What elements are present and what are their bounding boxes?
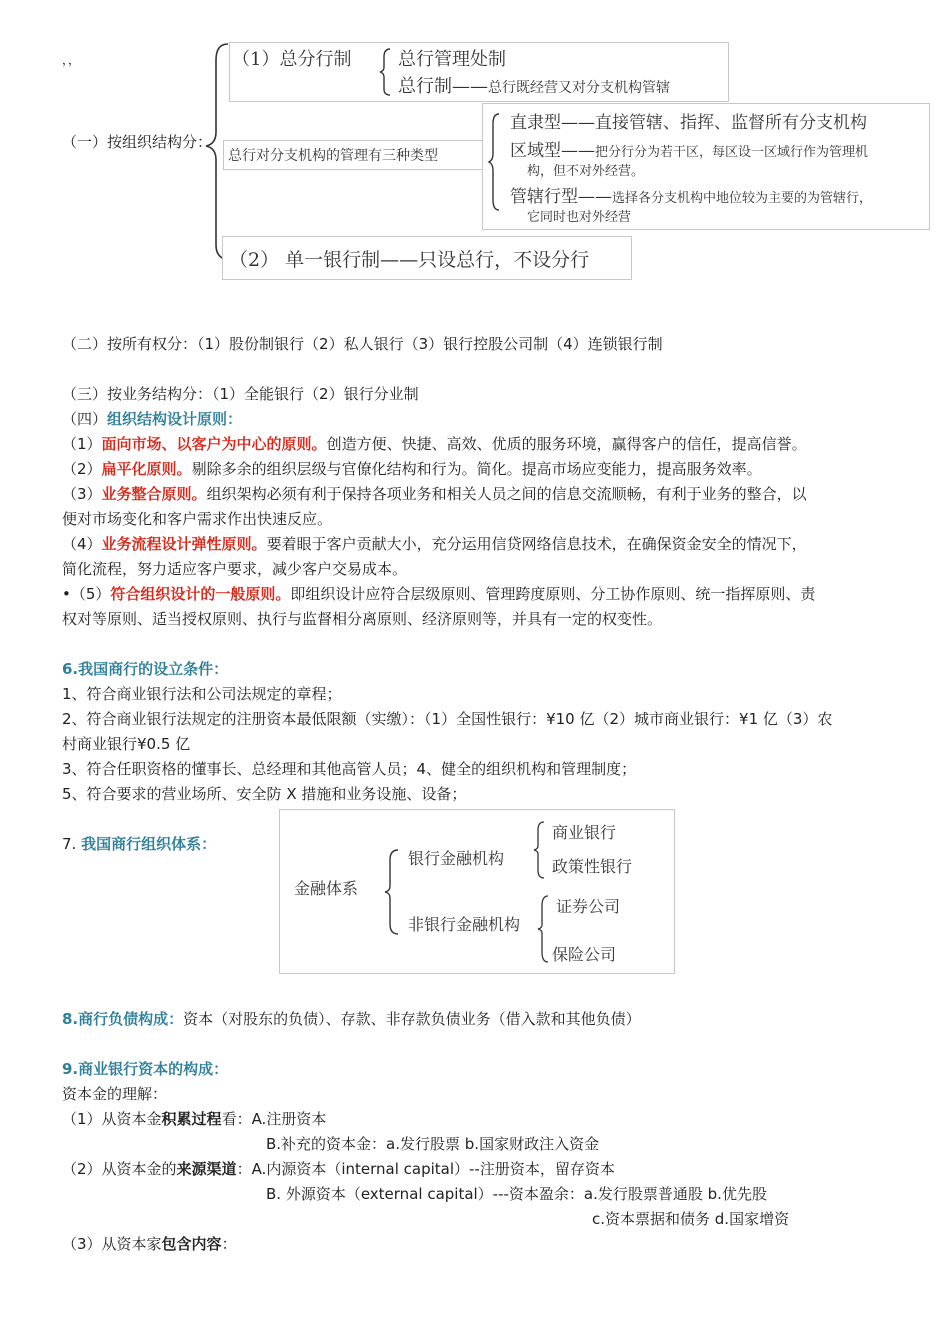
capital-row-2c: c.资本票据和债务 d.国家增资 (592, 1210, 790, 1228)
condition-1: 1、符合商业银行法和公司法规定的章程； (62, 685, 342, 703)
bank-institutions: 银行金融机构 (408, 849, 505, 868)
section-4-title: 组织结构设计原则： (107, 410, 243, 428)
type-regional (510, 136, 868, 161)
capital-row-2b: B. 外源资本（external capital）---资本盈余：a.发行股票普通股 b.优先股 (266, 1185, 767, 1203)
principle-4-line2: 简化流程，努力适应客户要求，减少客户交易成本。 (62, 560, 408, 578)
policy-bank: 政策性银行 (552, 857, 633, 876)
section-9-sub: 资本金的理解： (62, 1085, 168, 1103)
section-2: （二）按所有权分：（1）股份制银行（2）私人银行（3）银行控股公司制（4）连锁银行制 (62, 335, 663, 353)
section-8-title: 8.商行负债构成： (62, 1010, 184, 1028)
capital-row-1-bold: 积累过程 (161, 1110, 222, 1128)
finance-root-brace (382, 848, 402, 936)
capital-row-3-post: ： (221, 1235, 237, 1253)
principle-4-prefix: （4） (62, 535, 102, 553)
principle-3 (62, 484, 807, 504)
capital-row-2-post: ：A.内源资本（internal capital）--注册资本，留存资本 (236, 1160, 615, 1178)
condition-2-line2: 村商业银行¥0.5 亿 (62, 735, 191, 753)
section-9-title: 9.商业银行资本的构成： (62, 1060, 229, 1078)
unit-banking-text: （2） 单一银行制——只设总行，不设分行 (229, 249, 590, 271)
type-direct: 直隶型——直接管辖、指挥、监督所有分支机构 (510, 113, 867, 133)
section-7-heading (62, 834, 216, 854)
head-branch-title: （1）总分行制 (232, 49, 352, 70)
capital-row-3-pre: （3）从资本家 (62, 1235, 162, 1253)
principle-2-title: 扁平化原则。 (101, 460, 192, 478)
bank-brace (532, 820, 548, 880)
capital-row-2-pre: （2）从资本金的 (62, 1160, 177, 1178)
capital-row-1 (62, 1109, 326, 1129)
principle-3-text: 组织架构必须有利于保持各项业务和相关人员之间的信息交流顺畅，有利于业务的整合，以 (206, 485, 807, 503)
section-8 (62, 1009, 641, 1029)
type-regional-tail: 把分行分为若干区，每区设一区域行作为管理机 (595, 145, 869, 160)
principle-2-text: 剔除多余的组织层级与官僚化结构和行为。简化。提高市场应变能力，提高服务效率。 (191, 460, 762, 478)
unit-banking-box (222, 236, 632, 280)
capital-row-3 (62, 1234, 237, 1254)
capital-row-2-bold: 来源渠道 (176, 1160, 237, 1178)
capital-row-2 (62, 1159, 615, 1179)
principle-1-prefix: （1） (62, 435, 102, 453)
principle-5-text: 即组织设计应符合层级原则、管理跨度原则、分工协作原则、统一指挥原则、责 (290, 585, 816, 603)
head-office-system (398, 72, 670, 98)
principle-5-title: 符合组织设计的一般原则。 (110, 585, 291, 603)
section-6-title: 6.我国商行的设立条件： (62, 660, 229, 678)
types-box (482, 103, 930, 230)
principle-3-title: 业务整合原则。 (101, 485, 207, 503)
types-brace (487, 112, 503, 212)
securities-company: 证券公司 (556, 897, 621, 916)
principle-1-text: 创造方便、快捷、高效、优质的服务环境，赢得客户的信任，提高信誉。 (326, 435, 807, 453)
principle-4 (62, 534, 807, 554)
principle-1-title: 面向市场、以客户为中心的原则。 (101, 435, 327, 453)
head-branch-box (229, 42, 729, 102)
principle-5 (62, 584, 815, 604)
section-3: （三）按业务结构分：（1）全能银行（2）银行分业制 (62, 385, 419, 403)
principle-5-prefix: •（5） (62, 585, 111, 603)
capital-row-1b: B.补充的资本金：a.发行股票 b.国家财政注入资金 (266, 1135, 600, 1153)
type-regional-head: 区域型—— (510, 141, 595, 161)
commercial-bank: 商业银行 (552, 823, 617, 842)
principle-2-prefix: （2） (62, 460, 102, 478)
finance-system-root: 金融体系 (294, 879, 359, 898)
section-4-prefix: （四） (62, 410, 108, 428)
non-bank-brace (536, 894, 552, 964)
three-types-label: 总行对分支机构的管理有三种类型 (228, 148, 438, 164)
type-jurisdiction (510, 182, 872, 207)
section-4-heading (62, 409, 242, 429)
type-jurisdiction-tail: 选择各分支机构中地位较为主要的为管辖行， (612, 191, 873, 206)
principle-4-text: 要着眼于客户贡献大小，充分运用信贷网络信息技术，在确保资金安全的情况下， (266, 535, 807, 553)
principle-2 (62, 459, 762, 479)
condition-2: 2、符合商业银行法规定的注册资本最低限额（实缴）：（1）全国性银行：¥10 亿（2）城市商业银行：¥1 亿（3）农 (62, 710, 833, 728)
capital-row-3-bold: 包含内容 (161, 1235, 222, 1253)
three-types-box (223, 140, 483, 170)
capital-row-1-pre: （1）从资本金 (62, 1110, 162, 1128)
insurance-company: 保险公司 (552, 945, 617, 964)
principle-3-prefix: （3） (62, 485, 102, 503)
principle-1 (62, 434, 807, 454)
section-8-text: 资本（对股东的负债）、存款、非存款负债业务（借入款和其他负债） (183, 1010, 641, 1028)
principle-4-title: 业务流程设计弹性原则。 (101, 535, 267, 553)
finance-system-box (279, 809, 675, 974)
head-office-system-tail: 总行既经营又对分支机构管辖 (488, 80, 670, 96)
section-7-title: 我国商行组织体系： (81, 835, 217, 853)
head-office-mgmt: 总行管理处制 (398, 49, 506, 70)
head-office-system-head: 总行制—— (398, 76, 488, 97)
stray-mark: ，， (62, 53, 81, 67)
capital-row-1-post: 看：A.注册资本 (221, 1110, 327, 1128)
section-1-label: （一）按组织结构分： (62, 133, 213, 151)
type-jurisdiction-line2: 它同时也对外经营 (527, 210, 632, 225)
type-jurisdiction-head: 管辖行型—— (510, 187, 612, 207)
principle-3-line2: 便对市场变化和客户需求作出快速反应。 (62, 510, 333, 528)
condition-5: 5、符合要求的营业场所、安全防 X 措施和业务设施、设备； (62, 785, 467, 803)
type-regional-line2: 构，但不对外经营。 (527, 164, 645, 179)
condition-3: 3、符合任职资格的懂事长、总经理和其他高管人员；4、健全的组织机构和管理制度； (62, 760, 637, 778)
section-7-num: 7. (62, 835, 77, 853)
non-bank-institutions: 非银行金融机构 (408, 915, 521, 934)
head-branch-brace (378, 47, 394, 97)
principle-5-line2: 权对等原则、适当授权原则、执行与监督相分离原则、经济原则等，并具有一定的权变性。 (62, 610, 663, 628)
